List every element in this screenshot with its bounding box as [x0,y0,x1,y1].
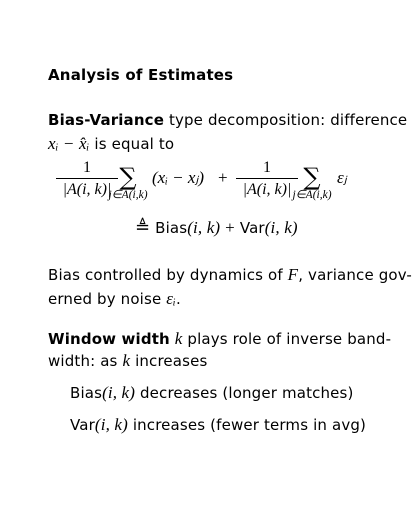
bias-controlled-text-2a: erned by noise [48,290,167,308]
list-item [70,414,366,436]
item-1-args: (i, k) [102,383,136,402]
bias-variance-text-1: type decomposition: difference [164,111,408,129]
summand-noise: εⱼ [337,168,347,187]
bias-args: (i, k) [187,218,221,237]
item-2-name: Var [70,416,95,434]
fraction-1-denominator: |A(i, k)| [62,181,112,198]
summation-1-symbol: ∑ [119,163,137,191]
window-width-text-2a: width: as [48,352,123,370]
bias-label: Bias [155,219,188,237]
item-1-name: Bias [70,384,103,402]
fraction-2-numerator: 1 [263,159,271,176]
page-title: Analysis of Estimates [48,66,234,84]
bias-variance-text-2: is equal to [89,135,175,153]
item-1-text: decreases (longer matches) [135,384,354,402]
item-2-text: increases (fewer terms in avg) [127,416,367,434]
list-item [70,382,354,404]
bias-controlled-line-1 [48,264,412,286]
bias-controlled-text-2b: . [175,290,181,308]
bias-controlled-line-2 [48,288,181,310]
summation-2-symbol: ∑ [303,163,321,191]
decomposition-result [135,216,298,239]
symbol-k-2: k [122,351,131,370]
bias-controlled-text-1a: Bias controlled by dynamics of [48,266,288,284]
defeq-symbol: ≜ [135,217,151,237]
fraction-1-numerator: 1 [83,159,91,176]
summation-1 [98,165,158,201]
symbol-F: F [287,265,299,284]
fraction-2-denominator: |A(i, k)| [242,181,292,198]
summand-difference: (xᵢ − xⱼ) [152,168,205,187]
difference-expression: xᵢ − x̂ᵢ [48,134,90,153]
bias-variance-line-1 [48,109,407,131]
bias-controlled-text-1b: , variance gov- [298,266,412,284]
bias-variance-term: Bias-Variance [48,111,165,129]
window-width-line-2 [48,350,207,372]
window-width-text-2b: increases [130,352,208,370]
summation-2-subscript: j∈A(i,k) [292,189,332,201]
symbol-k: k [174,329,183,348]
plus-sign: + [218,168,228,187]
window-width-line-1 [48,328,391,350]
var-args: (i, k) [264,218,298,237]
symbol-epsilon-i: εᵢ [166,289,176,308]
bias-variance-line-2 [48,133,174,155]
summation-1-subscript: j∈A(i,k) [108,189,148,201]
item-2-args: (i, k) [94,415,128,434]
window-width-text-1: plays role of inverse band- [182,330,392,348]
window-width-term: Window width [48,330,170,348]
var-label: Var [239,219,265,237]
plus-sign-2: + [225,218,235,237]
summation-2 [282,165,342,201]
